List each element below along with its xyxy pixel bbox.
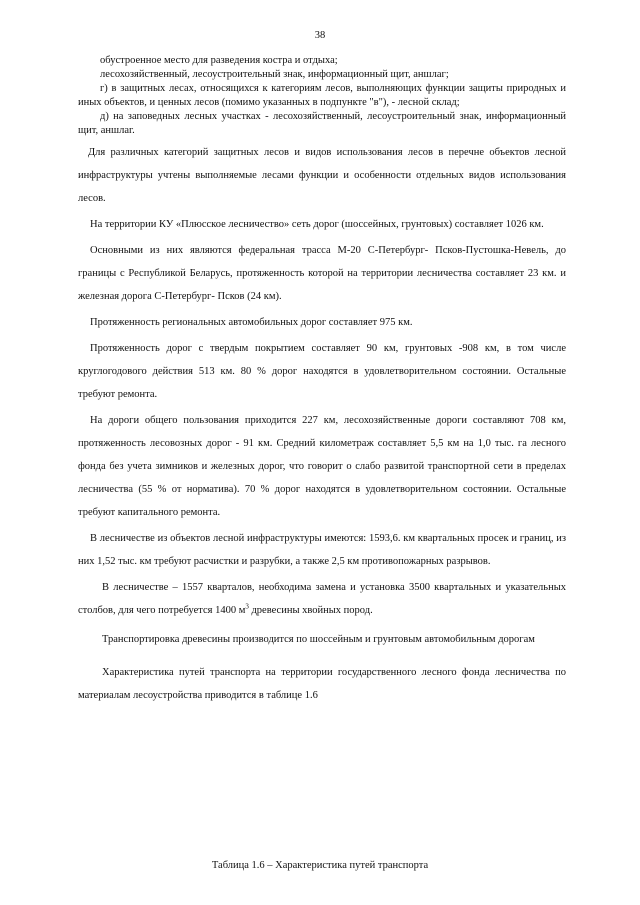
paragraph-quarters xyxy=(78,576,566,622)
paragraph-protective-forests: г) в защитных лесах, относящихся к категориям лесов, выполняющих функции защиты природных и иных объектов, и ценных лесов (помимо указанных в подпункте "в"), - лесной склад; xyxy=(78,83,566,108)
paragraph-timber-transport: Транспортировка древесины производится по шоссейным и грунтовым автомобильным дорогам xyxy=(102,634,535,645)
cubic-superscript: 3 xyxy=(245,602,249,611)
page-number: 38 xyxy=(314,30,326,41)
paragraph-road-network: На территории КУ «Плюсское лесничество» сеть дорог (шоссейных, грунтовых) составляет 1026 км. xyxy=(90,219,544,230)
paragraph-reserved-areas: д) на заповедных лесных участках - лесохозяйственный, лесоустроительный знак, информационный щит, аншлаг. xyxy=(78,111,566,136)
quarters-text: В лесничестве – 1557 кварталов, необходима замена и установка 3500 квартальных и указательных столбов, для чего потребуется 1400 м xyxy=(78,582,566,616)
paragraph-infrastructure: В лесничестве из объектов лесной инфраструктуры имеются: 1593,6. км квартальных просек и границ, из них 1,52 тыс. км требуют расчистки и разрубки, а также 2,5 км противопожарных разрывов. xyxy=(78,533,566,567)
paragraph-table-reference: Характеристика путей транспорта на территории государственного лесного фонда лесничества по материалам лесоустройства приводится в таблице 1.6 xyxy=(78,667,566,701)
quarters-text-end: древесины хвойных пород. xyxy=(248,605,373,616)
paragraph-sign: лесохозяйственный, лесоустроительный знак, информационный щит, аншлаг; xyxy=(100,69,449,80)
table-caption: Таблица 1.6 – Характеристика путей транспорта xyxy=(211,860,429,871)
paragraph-main-roads: Основными из них являются федеральная трасса М-20 С-Петербург- Псков-Пустошка-Невель, до границы с Республикой Беларусь, протяженность которой на территории лесничества составляет 23 км. и железная дорога С-Петербург- Псков (24 км). xyxy=(78,245,566,302)
paragraph-road-surface: Протяженность дорог с твердым покрытием составляет 90 км, грунтовых -908 км, в том числе круглогодового действия 513 км. 80 % дорог находятся в удовлетворительном состоянии. Остальные требуют ремонта. xyxy=(78,343,566,400)
document-body xyxy=(78,54,566,707)
paragraph-campfire: обустроенное место для разведения костра и отдыха; xyxy=(100,55,338,66)
paragraph-regional-roads: Протяженность региональных автомобильных дорог составляет 975 км. xyxy=(90,317,413,328)
paragraph-public-roads: На дороги общего пользования приходится 227 км, лесохозяйственные дороги составляют 708 км, протяженность лесовозных дорог - 91 км. Средний километраж составляет 5,5 км на 1,0 тыс. га лесного фонда без учета зимников и железных дорог, что говорит о слабо развитой транспортной сети в пределах лесничества (55 % от норматива). 70 % дорог находятся в удовлетворительном состоянии. Остальные требуют капитального ремонта. xyxy=(78,415,566,518)
paragraph-categories: Для различных категорий защитных лесов и видов использования лесов в перечне объектов лесной инфраструктуры учтены выполняемые лесами функции и особенности отдельных видов использования лесов. xyxy=(78,147,566,204)
